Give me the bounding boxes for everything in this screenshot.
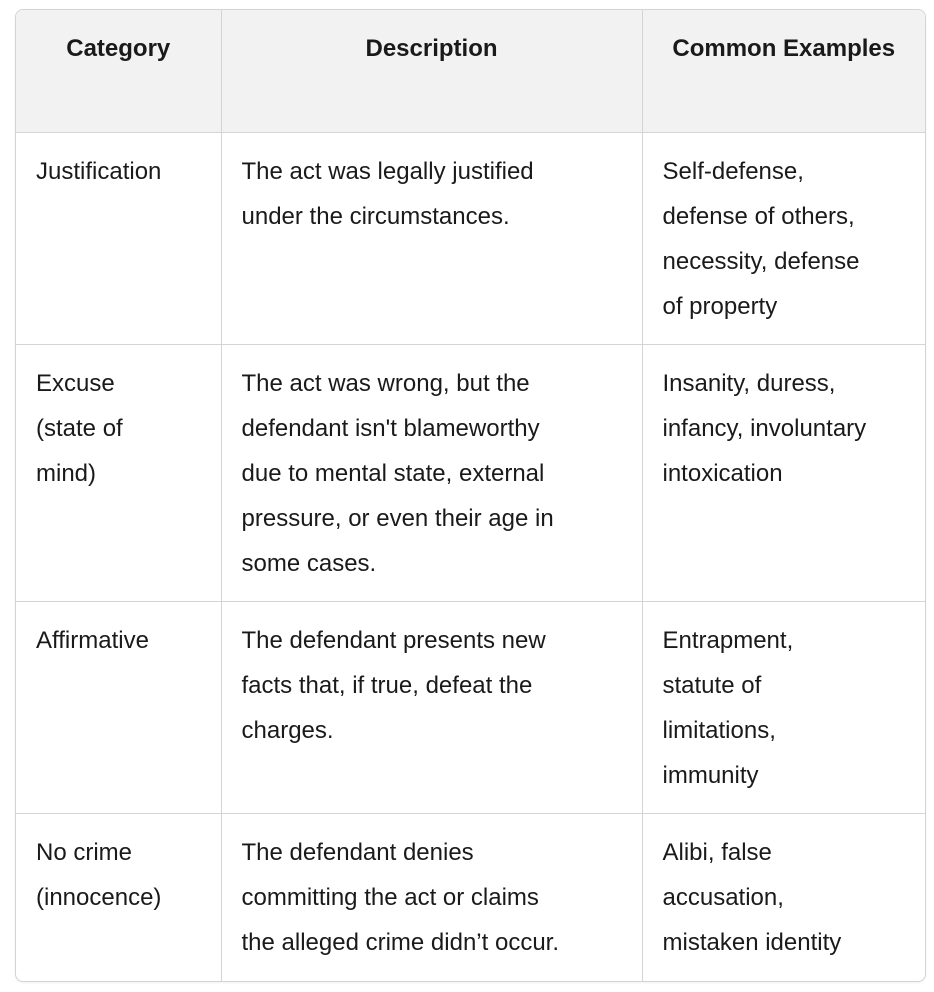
description-cell: The defendant presents new facts that, if true, defeat the charges. <box>221 601 642 813</box>
table-row <box>16 601 925 813</box>
category-cell: No crime (innocence) <box>16 813 221 981</box>
description-cell: The act was wrong, but the defendant isn't blameworthy due to mental state, external pressure, or even their age in some cases. <box>221 344 642 601</box>
header-row <box>16 10 925 132</box>
category-cell: Excuse (state of mind) <box>16 344 221 601</box>
category-cell: Affirmative <box>16 601 221 813</box>
table-row <box>16 813 925 981</box>
header-common-examples: Common Examples <box>642 10 925 132</box>
table-row <box>16 132 925 344</box>
category-cell: Justification <box>16 132 221 344</box>
header-description: Description <box>221 10 642 132</box>
examples-cell: Entrapment, statute of limitations, immunity <box>642 601 925 813</box>
description-cell: The defendant denies committing the act or claims the alleged crime didn’t occur. <box>221 813 642 981</box>
header-category: Category <box>16 10 221 132</box>
examples-cell: Alibi, false accusation, mistaken identity <box>662 838 842 956</box>
examples-cell: Self-defense, defense of others, necessity, defense of property <box>642 132 925 344</box>
defense-categories-table <box>15 9 926 982</box>
examples-cell: Insanity, duress, infancy, involuntary intoxication <box>642 344 925 601</box>
table-row <box>16 344 925 601</box>
description-cell: The act was legally justified under the circumstances. <box>221 132 642 344</box>
